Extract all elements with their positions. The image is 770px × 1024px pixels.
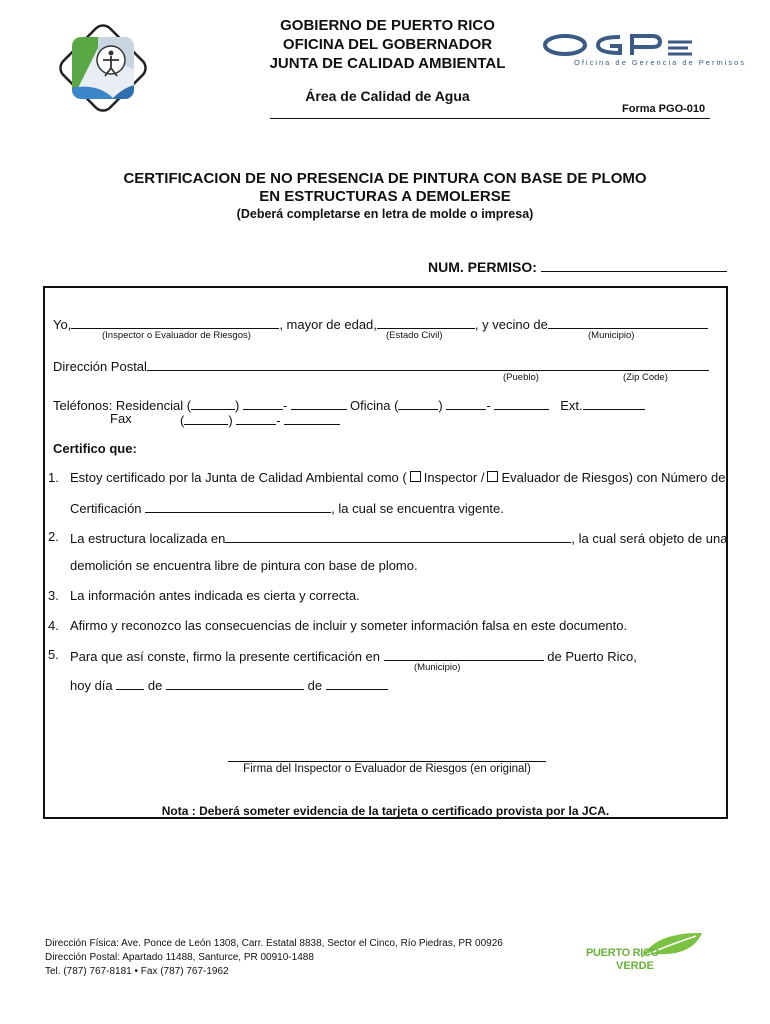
home-phone-prefix-field[interactable] (243, 396, 283, 410)
fax-area-code-field[interactable] (184, 411, 228, 425)
doc-title-line2: EN ESTRUCTURAS A DEMOLERSE (259, 188, 511, 205)
hint-municipality: (Municipio) (588, 330, 635, 341)
office-ext-field[interactable] (583, 396, 645, 410)
certification-number-field[interactable] (145, 499, 331, 513)
item3-number: 3. (48, 588, 59, 603)
item2-line1: La estructura localizada en , la cual será objeto de una (70, 531, 728, 546)
civil-status-field[interactable] (377, 315, 475, 329)
item5-number: 5. (48, 647, 59, 662)
permit-label: NUM. PERMISO: (428, 259, 537, 275)
header-rule (270, 118, 710, 119)
ogpe-logo (540, 32, 750, 72)
home-phone-line-field[interactable] (291, 396, 347, 410)
postal-address-field[interactable] (147, 357, 709, 371)
day-field[interactable] (116, 676, 144, 690)
year-field[interactable] (326, 676, 388, 690)
item2-line2: demolición se encuentra libre de pintura con base de plomo. (70, 558, 418, 573)
office-phone-prefix-field[interactable] (446, 396, 486, 410)
office-phone-row: Oficina ( ) - Ext. (350, 396, 645, 413)
permit-row (428, 258, 727, 275)
signature-line[interactable] (228, 761, 546, 762)
ogpe-subtitle: Oficina de Gerencia de Permisos (574, 58, 747, 67)
name-row: Yo, , mayor de edad, , y vecino de (53, 315, 708, 332)
fax-line-field[interactable] (284, 411, 340, 425)
date-row: hoy día de de (70, 676, 388, 693)
item1-number: 1. (48, 470, 59, 485)
footer-phone-fax: Tel. (787) 767-8181 • Fax (787) 767-1962 (45, 966, 229, 977)
signature-caption: Firma del Inspector o Evaluador de Riesgos (en original) (243, 763, 531, 775)
permit-number-field[interactable] (541, 258, 727, 272)
item4-text: Afirmo y reconozco las consecuencias de incluir y someter información falsa en este documento. (70, 618, 628, 633)
fax-number-row: ( ) - (180, 411, 340, 428)
pr-verde-line2: VERDE (616, 960, 654, 972)
doc-title-note: (Deberá completarse en letra de molde o impresa) (236, 207, 534, 221)
hint-signing-municipality: (Municipio) (414, 662, 461, 673)
hint-inspector: (Inspector o Evaluador de Riesgos) (102, 330, 251, 341)
item3-text: La información antes indicada es cierta y correcta. (70, 588, 360, 603)
structure-location-field[interactable] (225, 529, 571, 543)
office-phone-line-field[interactable] (494, 396, 549, 410)
item5-line1: Para que así conste, firmo la presente certificación en de Puerto Rico, (70, 649, 637, 664)
doc-title-line1: CERTIFICACION DE NO PRESENCIA DE PINTURA CON BASE DE PLOMO (123, 170, 647, 187)
month-field[interactable] (166, 676, 304, 690)
office-title: OFICINA DEL GOBERNADOR (282, 36, 493, 53)
footer-physical-address: Dirección Física: Ave. Ponce de León 1308, Carr. Estatal 8838, Sector el Cinco, Río Piedras, PR 00926 (45, 938, 503, 949)
phone-row: Teléfonos: Residencial ( ) - (53, 396, 347, 413)
board-title: JUNTA DE CALIDAD AMBIENTAL (269, 55, 506, 72)
item1-line1: Estoy certificado por la Junta de Calidad Ambiental como ( Inspector / Evaluador de Riesgos) con Número de (70, 470, 726, 485)
item2-number: 2. (48, 529, 59, 544)
office-area-code-field[interactable] (398, 396, 438, 410)
area-title: Área de Calidad de Agua (305, 88, 470, 104)
hint-town: (Pueblo) (503, 372, 539, 383)
footer-postal-address: Dirección Postal: Apartado 11488, Santurce, PR 00910-1488 (45, 952, 314, 963)
evidence-note: Nota : Deberá someter evidencia de la tarjeta o certificado provista por la JCA. (161, 804, 610, 818)
municipality-field[interactable] (548, 315, 708, 329)
item4-number: 4. (48, 618, 59, 633)
pr-verde-logo (586, 930, 706, 978)
hint-zip: (Zip Code) (623, 372, 668, 383)
home-area-code-field[interactable] (191, 396, 235, 410)
jca-logo (48, 18, 158, 118)
certify-heading: Certifico que: (53, 441, 137, 456)
address-row: Dirección Postal (53, 357, 709, 374)
gov-title: GOBIERNO DE PUERTO RICO (280, 17, 495, 34)
fax-row: Fax (110, 411, 132, 426)
signing-municipality-field[interactable] (384, 647, 544, 661)
inspector-name-field[interactable] (71, 315, 279, 329)
risk-evaluator-checkbox[interactable] (487, 471, 498, 482)
pr-verde-line1: PUERTO RICO (586, 947, 659, 959)
item1-line2: Certificación , la cual se encuentra vigente. (70, 501, 504, 516)
inspector-checkbox[interactable] (410, 471, 421, 482)
footer-contact (45, 937, 503, 979)
fax-prefix-field[interactable] (236, 411, 276, 425)
hint-civil-status: (Estado Civil) (386, 330, 443, 341)
form-id: Forma PGO-010 (622, 103, 706, 115)
